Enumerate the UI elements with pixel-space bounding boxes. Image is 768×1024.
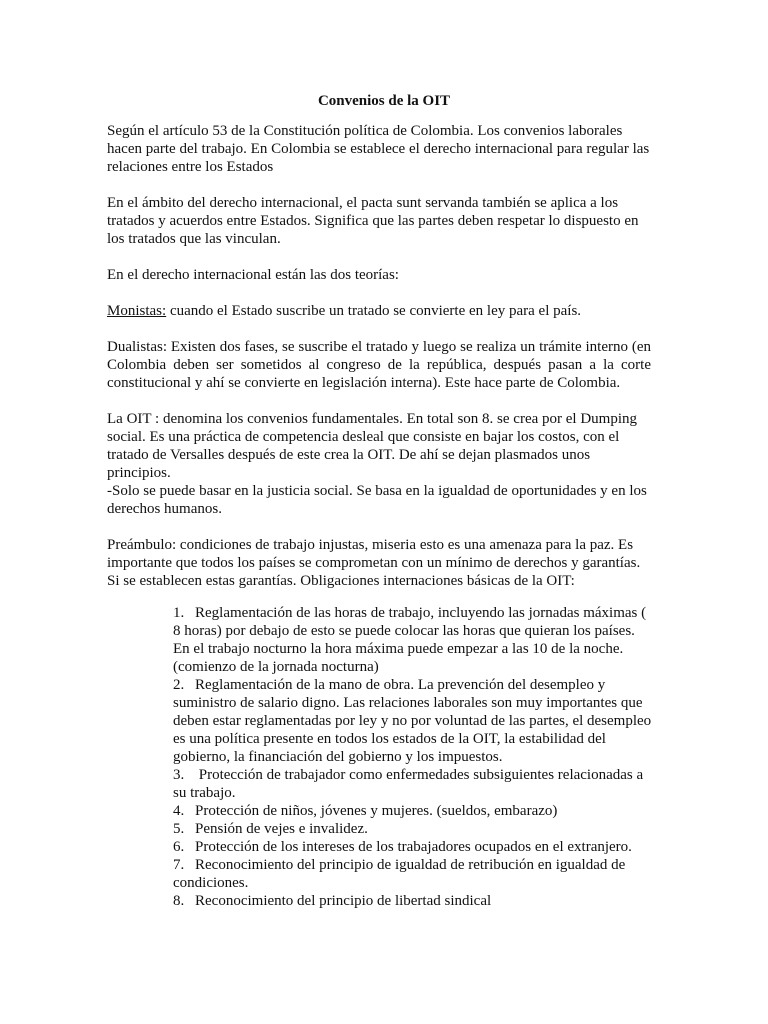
paragraph-dos-teorias: En el derecho internacional están las dos teorías: xyxy=(107,267,399,283)
list-item-number: 5. xyxy=(173,821,185,837)
list-item xyxy=(173,676,653,766)
list-item xyxy=(173,820,653,838)
list-item-number: 8. xyxy=(173,893,185,909)
paragraph-preambulo: Preámbulo: condiciones de trabajo injustas, miseria esto es una amenaza para la paz. Es importante que todos los países se comprometan con un mínimo de derechos y garantías. Si se establecen estas garantías. Obligaciones internaciones básicas de la OIT: xyxy=(107,537,641,589)
list-item xyxy=(173,766,653,802)
list-item-number: 6. xyxy=(173,839,185,855)
paragraph-pacta-sunt-servanda: En el ámbito del derecho internacional, el pacta sunt servanda también se aplica a los tratados y acuerdos entre Estados. Significa que las partes deben respetar lo dispuesto en los tratados que las vinculan. xyxy=(107,195,639,247)
page-title: Convenios de la OIT xyxy=(317,93,451,109)
list-item-number: 7. xyxy=(173,857,185,873)
obligaciones-list xyxy=(173,604,653,910)
list-item xyxy=(173,892,653,910)
list-item-text: Protección de trabajador como enfermedades subsiguientes relacionadas a su trabajo. xyxy=(173,767,644,801)
list-item xyxy=(173,604,653,676)
paragraph-articulo-53: Según el artículo 53 de la Constitución política de Colombia. Los convenios laborales hacen parte del trabajo. En Colombia se establece el derecho internacional para regular las relaciones entre los Estados xyxy=(107,123,650,175)
list-item-text: Reglamentación de la mano de obra. La prevención del desempleo y suministro de salario digno. Las relaciones laborales son muy importantes que deben estar reglamentadas por ley y no por voluntad de las partes, el desempleo es una política presente en todos los estados de la OIT, la estabilidad del gobierno, la financiación del gobierno y los impuestos. xyxy=(173,677,652,765)
list-item xyxy=(173,802,653,820)
list-item-text: Protección de los intereses de los trabajadores ocupados en el extranjero. xyxy=(195,839,632,855)
list-item xyxy=(173,838,653,856)
monistas-text: cuando el Estado suscribe un tratado se convierte en ley para el país. xyxy=(166,303,582,319)
paragraph-oit: La OIT : denomina los convenios fundamentales. En total son 8. se crea por el Dumping social. Es una práctica de competencia desleal que consiste en bajar los costos, con el tratado de Versalles después de este crea la OIT. De ahí se dejan plasmados unos principios. xyxy=(107,411,638,481)
list-item-text: Pensión de vejes e invalidez. xyxy=(195,821,368,837)
paragraph-justicia-social: -Solo se puede basar en la justicia social. Se basa en la igualdad de oportunidades y en los derechos humanos. xyxy=(107,483,647,517)
list-item-text: Reconocimiento del principio de libertad sindical xyxy=(195,893,492,909)
list-item-number: 2. xyxy=(173,677,185,693)
list-item-number: 4. xyxy=(173,803,185,819)
list-item-text: Reconocimiento del principio de igualdad de retribución en igualdad de condiciones. xyxy=(173,857,626,891)
list-item-number: 3. xyxy=(173,767,185,783)
paragraph-monistas xyxy=(107,302,651,320)
list-item xyxy=(173,856,653,892)
monistas-label: Monistas: xyxy=(107,303,167,319)
paragraph-dualistas: Dualistas: Existen dos fases, se suscribe el tratado y luego se realiza un trámite interno (en Colombia deben ser sometidos al congreso de la república, después pasan a la corte constitucional y ahí se convierte en legislación interna). Este hace parte de Colombia. xyxy=(107,339,651,391)
list-item-text: Reglamentación de las horas de trabajo, incluyendo las jornadas máximas ( 8 horas) por debajo de esto se puede colocar las horas que quieran los países. En el trabajo nocturno la hora máxima puede empezar a las 10 de la noche. (comienzo de la jornada nocturna) xyxy=(173,605,647,675)
list-item-text: Protección de niños, jóvenes y mujeres. (sueldos, embarazo) xyxy=(195,803,558,819)
list-item-number: 1. xyxy=(173,605,185,621)
